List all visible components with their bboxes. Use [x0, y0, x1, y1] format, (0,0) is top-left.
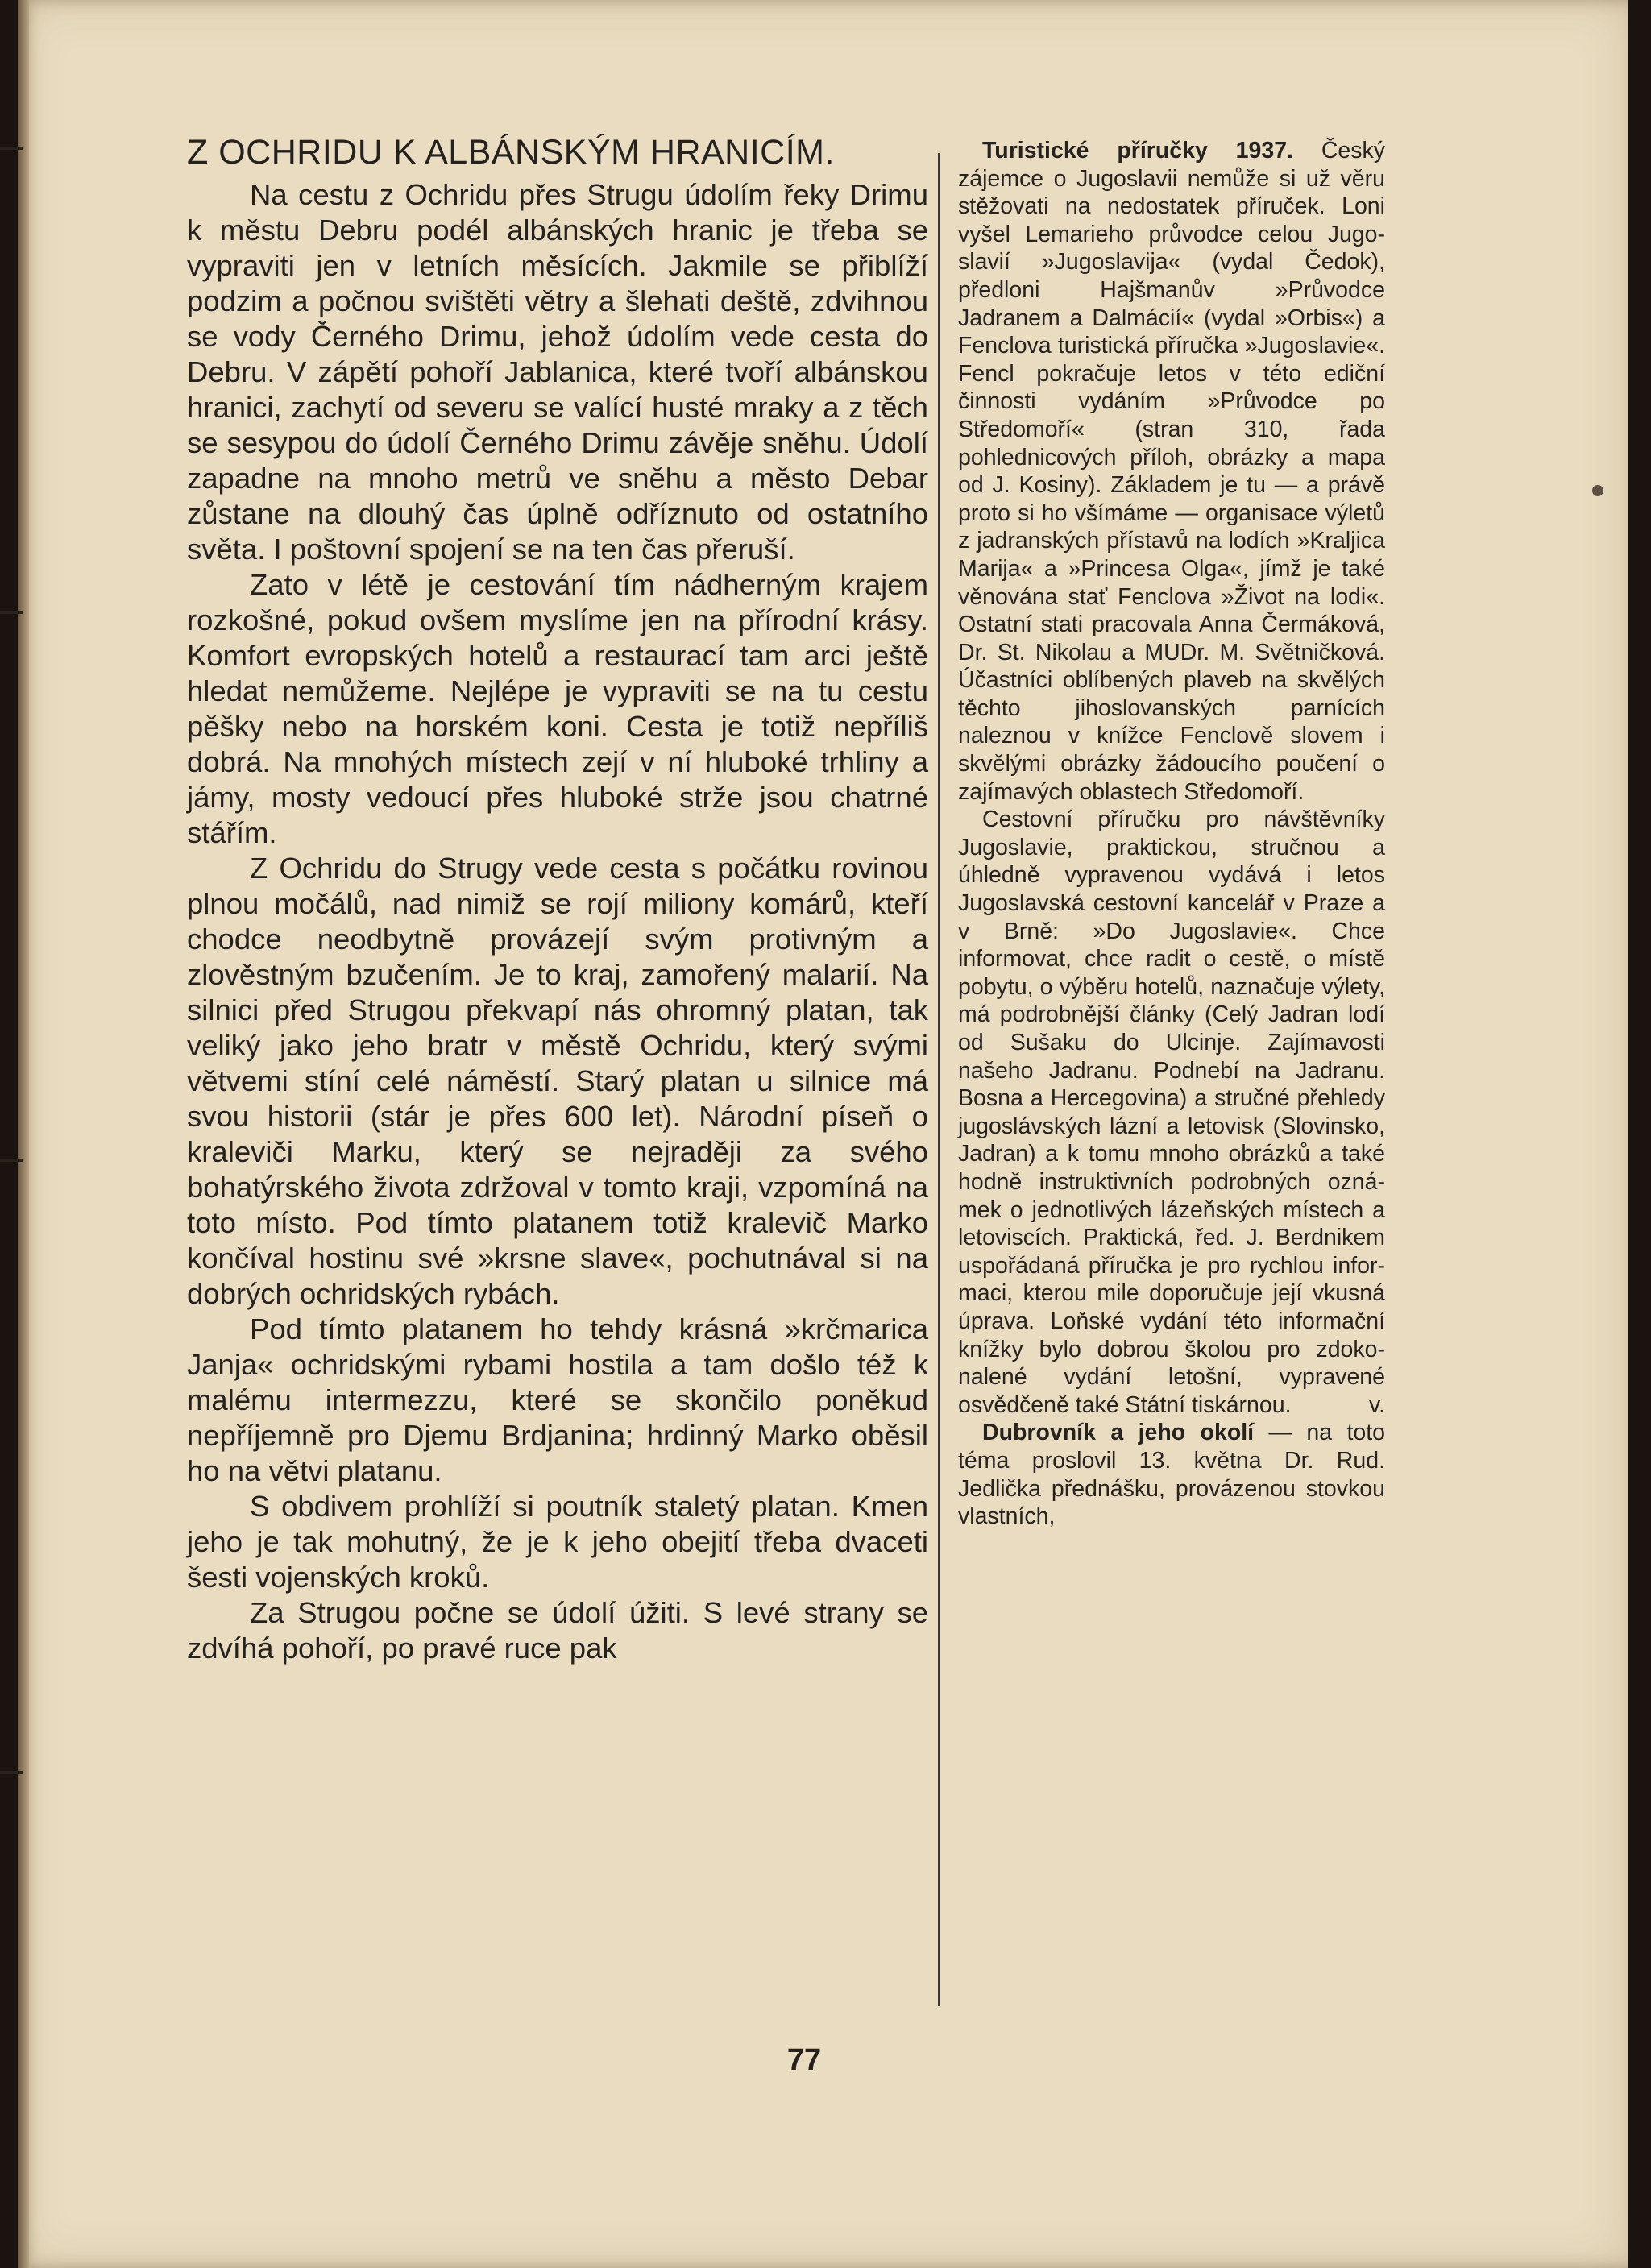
sidebar-item-text: Cestovní příručku pro návštěvníky Jugoslavie, praktickou, stručnou a úhledně vypravenou vydává i letos Jugoslavská cestovní kancelář v Praze a v Brně: »Do Jugoslavie«. Chce informovat, chce radit o cestě, o místě pobytu, o výběru hotelů, naznačuje výlety, má podrobnější články (Celý Jadran lodí od Sušaku do Ulcinje. Zajímavosti našeho Jadranu. Podnebí na Jadranu. Bosna a Hercegovina) a stručné přehledy jugoslávských lázní a letovisk (Slovinsko, Jadran) a k tomu mnoho obrázků a také hodně instruktivních podrobných oznámek o jednotlivých lázeňských místech a letoviscích. Praktická, řed. J. Berdnikem uspořádaná příručka je pro rychlou informaci, kterou mile doporučuje její vkusná úprava. Loňské vydání této informační knížky bylo dobrou školou pro zdokonalené vydání letošní, vypravené osvědčeně také Státní tiskárnou. — [958, 806, 1385, 1418]
article-paragraph: Za Strugou počne se údolí úžiti. S levé strany se zdvíhá pohoří, po pravé ruce pak — [187, 1596, 928, 1665]
margin-mark — [0, 1771, 23, 1774]
margin-mark — [0, 147, 23, 150]
margin-mark — [0, 611, 23, 614]
sidebar-item-dubrovnik — [958, 1419, 1385, 1530]
sidebar-item-lead: Dubrovník a jeho okolí — [982, 1420, 1255, 1446]
main-article — [187, 133, 928, 1666]
sidebar-item-lead: Turistické příručky 1937. — [982, 138, 1293, 164]
article-paragraph: Z Ochridu do Strugy vede cesta s počátku rovinou plnou močálů, nad nimiž se rojí miliony komárů, kteří chodce neodbytně provázejí svým protivným a zlověstným bzučením. Je to kraj, zamořený malarií. Na silnici před Strugou překvapí nás ohromný platan, tak veliký jako jeho bratr v městě Ochridu, který svými větvemi stíní celé náměstí. Starý platan u silnice má svou historii (stár je přes 600 let). Národní píseň o kraleviči Marku, který se nejraději za svého bohatýrského života zdržoval v tomto kraji, vzpomíná na toto místo. Pod tímto platanem totiž kralevič Marko končíval hostinu své »krsne slave«, pochutnával si na dobrých ochridských rybách. — [187, 852, 928, 1310]
article-paragraph: Zato v létě je cestování tím nádherným krajem rozkošné, pokud ovšem myslíme jen na přírodní krásy. Komfort evropských hotelů a restaurací tam arci ještě hledat nemůžeme. Nejlépe je vypraviti se na tu cestu pěšky nebo na horském koni. Cesta je totiž nepříliš dobrá. Na mnohých místech zejí v ní hluboké trhliny a jámy, mosty vedoucí přes hluboké strže jsou chatrné stářím. — [187, 568, 928, 849]
sidebar-item-tourist-guides — [958, 137, 1385, 806]
article-title: Z OCHRIDU K ALBÁNSKÝM HRANICÍM. — [187, 133, 835, 172]
sidebar-signature: v. — [1368, 1391, 1385, 1418]
page-binding-edge — [18, 0, 29, 2268]
sidebar-item-text: — na toto téma proslovil 13. května Dr. Rud. Jedlička přednášku, provázenou stovkou vlastních, — [958, 1420, 1385, 1530]
news-sidebar — [958, 137, 1385, 1531]
sidebar-item-text: Český zájemce o Jugoslavii nemůže si už věru stěžovati na nedostatek příruček. Loni vyšel Lemarieho průvodce celou Jugoslavií »Jugoslavija« (vydal Čedok), předloni Hajšmanův »Průvodce Jadranem a Dalmácií« (vydal »Orbis«) a Fenclova turistická příručka »Jugoslavie«. Fencl pokračuje letos v této ediční činnosti vydáním »Průvodce po Středomoří« (stran 310, řada pohlednicových příloh, obrázky a mapa od J. Kosiny). Základem je tu — a právě proto si ho všímáme — organisace výletů z jadranských přístavů na lodích »Kraljica Marija« a »Princesa Olga«, jímž je také věnována stať Fenclova »Život na lodi«. Ostatní stati pracovala Anna Čermáková, Dr. St. Nikolau a MUDr. M. Světničková. Účastníci oblíbených plaveb na skvělých těchto jihoslovanských parnících naleznou v knížce Fenclově slovem i skvělými obrázky žádoucího poučení o zajímavých oblastech Středomoří. — [958, 138, 1385, 805]
sidebar-item-travel-guide — [958, 806, 1385, 1419]
punch-mark — [1592, 485, 1603, 496]
margin-mark — [0, 1159, 23, 1162]
article-paragraph: Pod tímto platanem ho tehdy krásná »krčmarica Janja« ochridskými rybami hostila a tam došlo též k malému intermezzu, které se skončilo poněkud nepříjemně pro Djemu Brdjanina; hrdinný Marko oběsil ho na větvi platanu. — [187, 1312, 928, 1487]
article-paragraph: Na cestu z Ochridu přes Strugu údolím řeky Drimu k městu Debru podél albánských hranic je třeba se vypraviti jen v letních měsících. Jakmile se přiblíží podzim a počnou svištěti větry a šlehati deště, zdvihnou se vody Černého Drimu, jehož údolím vede cesta do Debru. V zápětí pohoří Jablanica, které tvoří albánskou hranici, zachytí od severu se valící husté mraky a z těch se sesypou do údolí Černého Drimu závěje sněhu. Údolí zapadne na mnoho metrů ve sněhu a město Debar zůstane na dlouhý čas úplně odříznuto od ostatního světa. I poštovní spojení se na ten čas přeruší. — [187, 178, 928, 566]
column-divider — [938, 153, 940, 2006]
page-number: 77 — [786, 2043, 822, 2077]
article-paragraph: S obdivem prohlíží si poutník staletý platan. Kmen jeho je tak mohutný, že je k jeho obejití třeba dvaceti šesti vojenských kroků. — [187, 1490, 928, 1594]
